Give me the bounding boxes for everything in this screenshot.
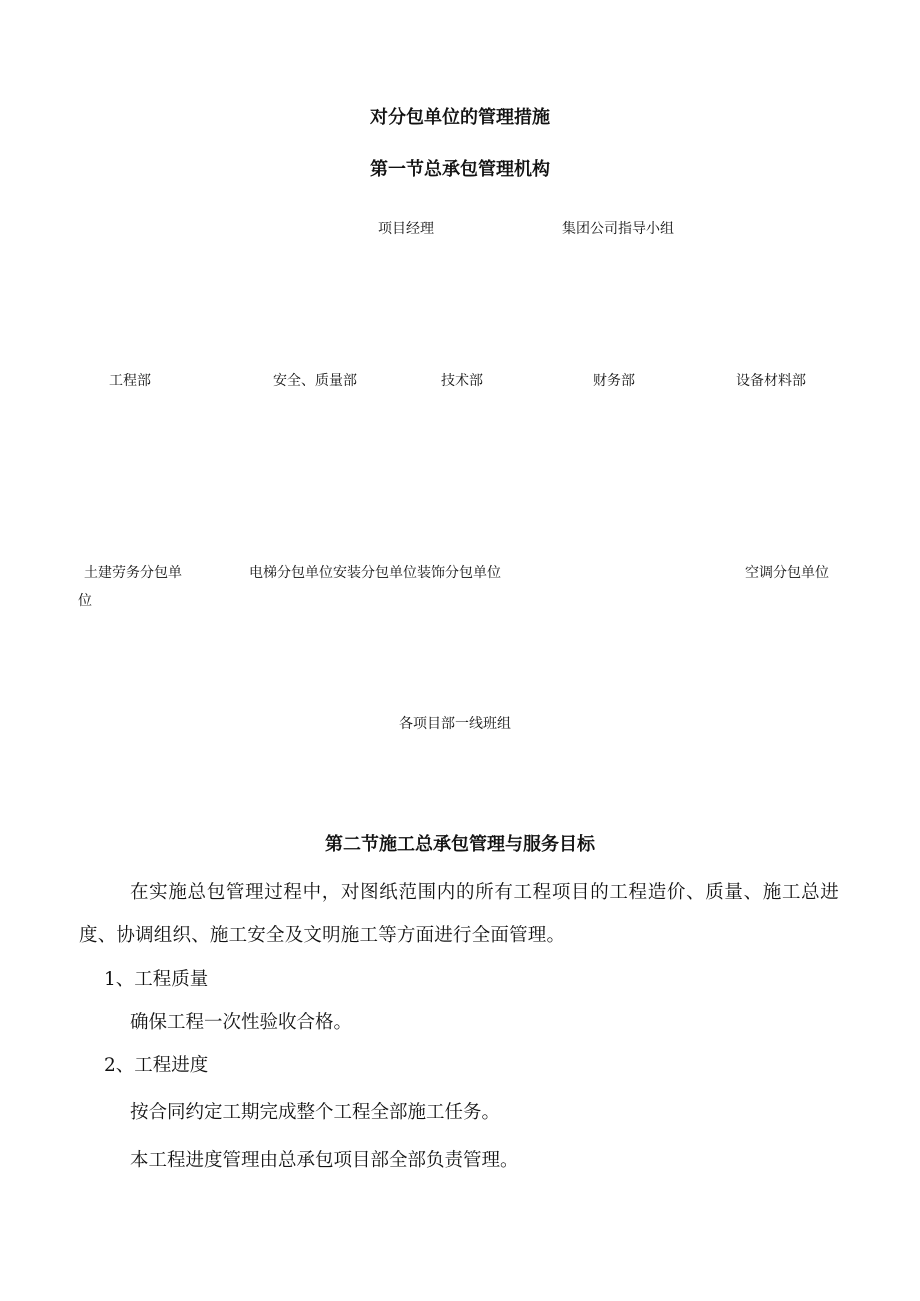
org-dept-finance: 财务部: [593, 373, 635, 389]
org-sub-elevator-install-decoration: 电梯分包单位安装分包单位装饰分包单位: [249, 565, 501, 581]
item-heading-quality: 1、工程质量: [104, 969, 209, 990]
org-project-manager: 项目经理: [378, 221, 434, 237]
item-line-schedule-1: 按合同约定工期完成整个工程全部施工任务。: [130, 1102, 501, 1123]
org-sub-aircon: 空调分包单位: [745, 565, 829, 581]
org-dept-engineering: 工程部: [109, 373, 151, 389]
org-dept-safety-quality: 安全、质量部: [273, 373, 357, 389]
org-frontline-teams: 各项目部一线班组: [399, 716, 511, 732]
org-dept-equipment-materials: 设备材料部: [736, 373, 806, 389]
org-dept-technical: 技术部: [441, 373, 483, 389]
org-sub-civil-labor: 土建劳务分包单位: [78, 565, 182, 609]
item-line-schedule-2: 本工程进度管理由总承包项目部全部负责管理。: [130, 1150, 519, 1171]
section2-title: 第二节施工总承包管理与服务目标: [325, 834, 595, 855]
main-title: 对分包单位的管理措施: [370, 107, 550, 128]
item-line-quality: 确保工程一次性验收合格。: [130, 1012, 353, 1033]
org-group-guidance: 集团公司指导小组: [562, 221, 674, 237]
item-heading-schedule: 2、工程进度: [104, 1055, 209, 1076]
intro-paragraph: 在实施总包管理过程中，对图纸范围内的所有工程项目的工程造价、质量、施工总进度、协调组织、施工安全及文明施工等方面进行全面管理。: [79, 882, 839, 946]
section1-title: 第一节总承包管理机构: [370, 159, 550, 180]
